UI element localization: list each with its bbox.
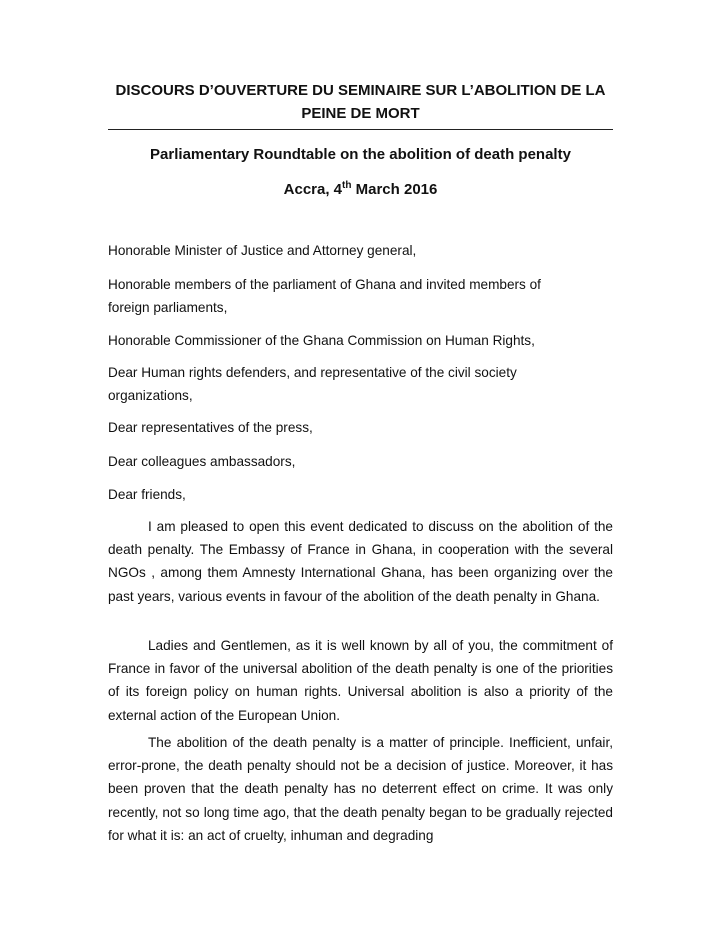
title-divider — [108, 129, 613, 130]
document-subtitle: Parliamentary Roundtable on the abolition of death penalty — [150, 146, 571, 163]
salutation-line: Honorable Minister of Justice and Attorney general, — [108, 243, 417, 258]
dateline-superscript: th — [342, 180, 352, 191]
salutation-line: Dear colleagues ambassadors, — [108, 454, 296, 469]
salutation-line: Honorable Commissioner of the Ghana Commission on Human Rights, — [108, 333, 535, 348]
salutation-line: Dear friends, — [108, 487, 186, 502]
salutation-line: Dear Human rights defenders, and representative of the civil society organizations, — [108, 365, 517, 403]
dateline — [108, 180, 613, 200]
dateline-prefix: Accra, 4 — [283, 181, 343, 198]
body-paragraph: I am pleased to open this event dedicated to discuss on the abolition of the death penalty. The Embassy of France in Ghana, in cooperation with the several NGOs , among them Amnesty International Ghana, has been organizing over the past years, various events in favour of the abolition of the death penalty in Ghana. — [108, 519, 613, 604]
document-title: DISCOURS D’OUVERTURE DU SEMINAIRE SUR L’ABOLITION DE LA PEINE DE MORT — [115, 82, 606, 122]
dateline-suffix: March 2016 — [351, 181, 438, 198]
salutation-line: Dear representatives of the press, — [108, 420, 313, 435]
salutation-line: Honorable members of the parliament of Ghana and invited members of foreign parliaments, — [108, 277, 541, 315]
body-paragraph: The abolition of the death penalty is a matter of principle. Inefficient, unfair, error-prone, the death penalty should not be a decision of justice. Moreover, it has been proven that the death penalty has no deterrent effect on crime. It was only recently, not so long time ago, that the death penalty began to be gradually rejected for what it is: an act of cruelty, inhuman and degrading — [108, 735, 613, 843]
body-paragraph: Ladies and Gentlemen, as it is well known by all of you, the commitment of France in favor of the universal abolition of the death penalty is one of the priorities of its foreign policy on human rights. Universal abolition is also a priority of the external action of the European Union. — [108, 638, 613, 723]
